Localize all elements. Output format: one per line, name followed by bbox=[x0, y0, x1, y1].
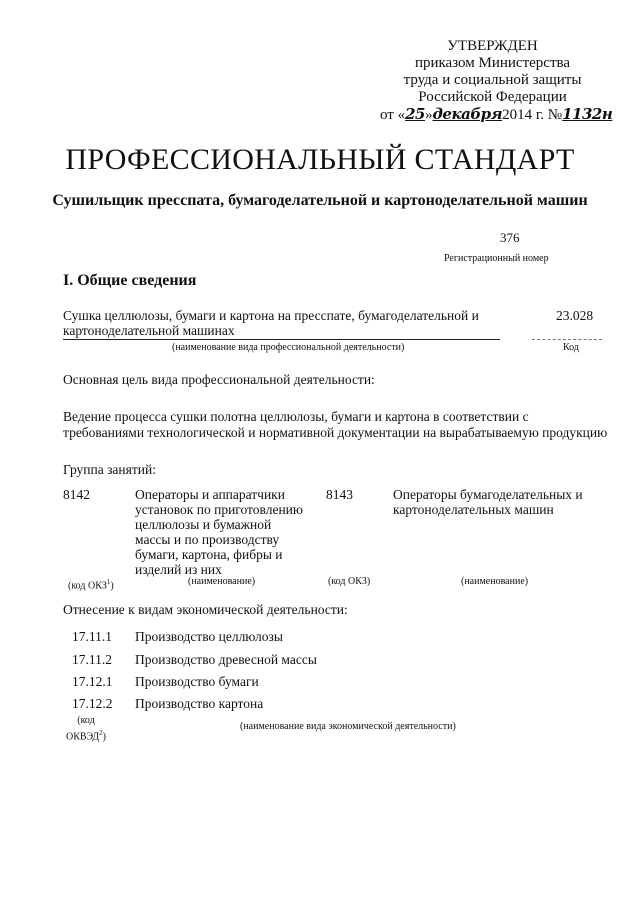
date-mid: » bbox=[424, 107, 433, 123]
approval-line: труда и социальной защиты bbox=[403, 72, 582, 88]
approval-line: Российской Федерации bbox=[418, 89, 567, 105]
occupation-name: Операторы и аппаратчики установок по приготовлению целлюлозы и бумажной массы и по производству бумаги, картона, фибры и изделий из них bbox=[135, 487, 303, 577]
date-prefix: от « bbox=[380, 107, 406, 123]
goal-text: Ведение процесса сушки полотна целлюлозы, бумаги и картона в соответствии с требованиями технологической и нормативной документации на вырабатываемую продукцию bbox=[63, 409, 608, 440]
economic-activity-label: Отнесение к видам экономической деятельности: bbox=[63, 602, 348, 617]
okved-name: Производство картона bbox=[135, 696, 264, 711]
approval-block bbox=[380, 38, 613, 124]
activity-code: 23.028 bbox=[556, 308, 594, 323]
okved-code-caption: (код ОКВЭД$^2$) bbox=[66, 715, 106, 743]
handwritten-month: декабря bbox=[432, 105, 503, 123]
okved-code: 17.12.2 bbox=[72, 696, 113, 711]
okved-name: Производство древесной массы bbox=[135, 652, 317, 667]
activity-code-caption: Код bbox=[563, 342, 579, 353]
occupation-name: Операторы бумагоделательных и картоноделательных машин bbox=[393, 487, 583, 517]
occupation-name-caption: (наименование) bbox=[188, 576, 256, 587]
approval-heading: УТВЕРЖДЕН bbox=[447, 38, 538, 54]
occupation-group-label: Группа занятий: bbox=[63, 462, 156, 477]
okved-name-caption: (наименование вида экономической деятельности) bbox=[240, 721, 456, 732]
okved-code: 17.11.2 bbox=[72, 652, 112, 667]
okved-name: Производство целлюлозы bbox=[135, 629, 283, 644]
okved-name: Производство бумаги bbox=[135, 674, 259, 689]
approval-line: приказом Министерства bbox=[414, 55, 571, 71]
approval-date-line bbox=[380, 105, 613, 124]
registration-number: 376 bbox=[500, 230, 520, 245]
activity-underline bbox=[63, 339, 500, 340]
handwritten-order-number: 1132н bbox=[562, 105, 613, 123]
activity-name-caption: (наименование вида профессиональной деятельности) bbox=[172, 342, 405, 353]
section-title: I. Общие сведения bbox=[63, 272, 197, 289]
occupation-code: 8142 bbox=[63, 487, 90, 502]
handwritten-day: 25 bbox=[405, 105, 425, 123]
okz-code-caption: (код ОКЗ) bbox=[328, 576, 371, 587]
okved-code: 17.11.1 bbox=[72, 629, 112, 644]
goal-label: Основная цель вида профессиональной деятельности: bbox=[63, 372, 375, 387]
date-year: 2014 г. № bbox=[502, 107, 563, 123]
activity-name: Сушка целлюлозы, бумаги и картона на пресспате, бумагоделательной и картоноделательной машинах bbox=[63, 308, 479, 338]
registration-label: Регистрационный номер bbox=[444, 253, 549, 264]
okved-code: 17.12.1 bbox=[72, 674, 113, 689]
occupation-name-caption: (наименование) bbox=[461, 576, 529, 587]
occupation-code: 8143 bbox=[326, 487, 353, 502]
okz-code-caption: (код ОКЗ$^1$) bbox=[68, 578, 114, 592]
code-underline bbox=[532, 339, 602, 340]
document-title: ПРОФЕССИОНАЛЬНЫЙ СТАНДАРТ bbox=[65, 143, 575, 176]
document-subtitle: Сушильщик пресспата, бумагоделательной и картоноделательной машин bbox=[52, 192, 588, 209]
